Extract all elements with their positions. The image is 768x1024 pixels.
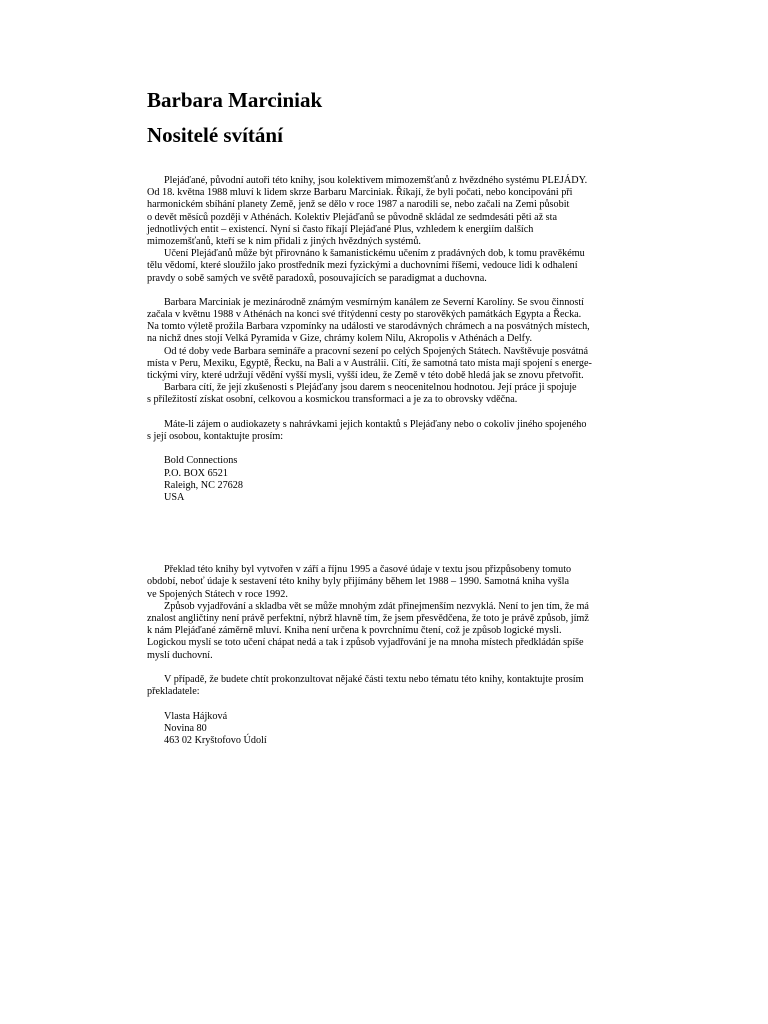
text-line: Od té doby vede Barbara semináře a pracovní sezení po celých Spojených Státech. Navštěvuje posvátná <box>164 345 589 357</box>
text-line: Vlasta Hájková <box>164 710 228 722</box>
text-line: Barbara cítí, že její zkušenosti s Plejáďany jsou darem s neocenitelnou hodnotou. Její práce ji spojuje <box>164 382 577 394</box>
paragraph-gap <box>147 552 597 564</box>
text-line: Barbara Marciniak je mezinárodně známým vesmírným kanálem ze Severní Karolíny. Se svou činností <box>164 296 585 308</box>
text-line: s příležitostí získat osobní, celkovou a kosmickou transformaci a je za to obrovsky vděčna. <box>147 394 518 406</box>
text-line: na nichž dnes stojí Velká Pyramida v Gize, chrámy kolem Nilu, Akropolis v Athénách a Delfy. <box>147 333 533 345</box>
text-line: 463 02 Kryštofovo Údolí <box>164 734 267 746</box>
text-line: Plejáďané, původní autoři této knihy, jsou kolektivem mimozemšťanů z hvězdného systému PLEJÁDY. <box>164 175 588 186</box>
paragraph-gap <box>147 443 597 455</box>
text-line: místa v Peru, Mexiku, Egyptě, Řecku, na Bali a v Austrálii. Cítí, že samotná tato místa mají spojení s energe- <box>147 357 592 369</box>
text-line: harmonickém sbíhání planety Země, jenž se dělo v roce 1987 a narodili se, nebo začali na Zemi působit <box>147 199 570 211</box>
text-line: USA <box>164 491 185 503</box>
text-line: ve Spojených Státech v roce 1992. <box>147 588 288 600</box>
text-line: Od 18. května 1988 mluví k lidem skrze Barbaru Marciniak. Říkají, že byli počati, nebo koncipováni při <box>147 187 573 199</box>
text-line: Učení Plejáďanů může být přirovnáno k šamanistickému učením z pradávných dob, k tomu pravěkému <box>164 248 585 260</box>
text-line: Logickou myslí se toto učení chápat nedá a tak i způsob vyjadřování je na mnoha místech předkládán spíše <box>147 637 584 649</box>
text-line: pravdy o sobě samých ve světě paradoxů, posouvajících se paradigmat a duchovna. <box>147 272 487 284</box>
text-line: P.O. BOX 6521 <box>164 467 228 479</box>
text-line: Máte-li zájem o audiokazety s nahrávkami jejich kontaktů s Plejáďany nebo o cokoliv jiného spojeného <box>164 418 587 430</box>
text-line: Novina 80 <box>164 722 207 734</box>
text-line: o devět měsíců později v Athénách. Kolektiv Plejáďanů se původně skládal ze sedmdesáti pěti až sta <box>147 211 558 223</box>
text-line: k nám Plejáďané záměrně mluví. Kniha není určena k povrchnímu čtení, což je způsob logické mysli. <box>147 625 562 637</box>
text-line: překladatele: <box>147 686 200 698</box>
text-line: Bold Connections <box>164 455 238 467</box>
paragraph-gap <box>147 662 597 674</box>
text-line: mimozemšťanů, kteří se k nim přidali z jiných hvězdných systémů. <box>147 235 421 247</box>
text-line: jednotlivých entit – existencí. Nyní si často říkají Plejáďané Plus, vzhledem k energiím dalších <box>147 223 534 235</box>
section-gap <box>147 504 597 552</box>
document-body <box>147 175 597 747</box>
text-line: tělu vědomí, které sloužilo jako prostředník mezi fyzickými a duchovními říšemi, vedouce lidi k odhalení <box>147 260 578 272</box>
text-line: myslí duchovní. <box>147 649 213 661</box>
book-title: Nositelé svítání <box>147 123 283 147</box>
paragraph-gap <box>147 285 597 297</box>
text-line: V případě, že budete chtít prokonzultovat nějaké části textu nebo tématu této knihy, kontaktujte prosím <box>164 673 584 685</box>
document-page <box>147 86 597 747</box>
text-line: s její osobou, kontaktujte prosím: <box>147 430 284 442</box>
paragraph-gap <box>147 407 597 419</box>
text-line: Raleigh, NC 27628 <box>164 479 243 491</box>
text-line: období, neboť údaje k sestavení této knihy byly přijímány během let 1988 – 1990. Samotná kniha vyšla <box>147 576 569 588</box>
text-line: Způsob vyjadřování a skladba vět se může mnohým zdát přinejmenším nezvyklá. Není to jen tím, že má <box>164 600 589 612</box>
text-line: začala v květnu 1988 v Athénách na konci své třítýdenní cesty po starověkých památkách Egypta a Řecka. <box>147 309 582 321</box>
text-line: tickými víry, které udržují vědění vyšší mysli, vyšší ideu, že Země v této době hledá jak se znovu přetvořit. <box>147 370 584 381</box>
text-line: znalost angličtiny není právě perfektní, nýbrž hlavně tím, že jsem přesvědčena, že toto je právě způsob, jímž <box>147 613 589 624</box>
paragraph-gap <box>147 698 597 710</box>
text-line: Na tomto výletě prožila Barbara vzpomínky na události ve starodávných chrámech a na posvátných místech, <box>147 321 590 333</box>
author-heading: Barbara Marciniak <box>147 88 323 112</box>
text-line: Překlad této knihy byl vytvořen v září a říjnu 1995 a časové údaje v textu jsou přizpůsobeny tomuto <box>164 564 572 576</box>
